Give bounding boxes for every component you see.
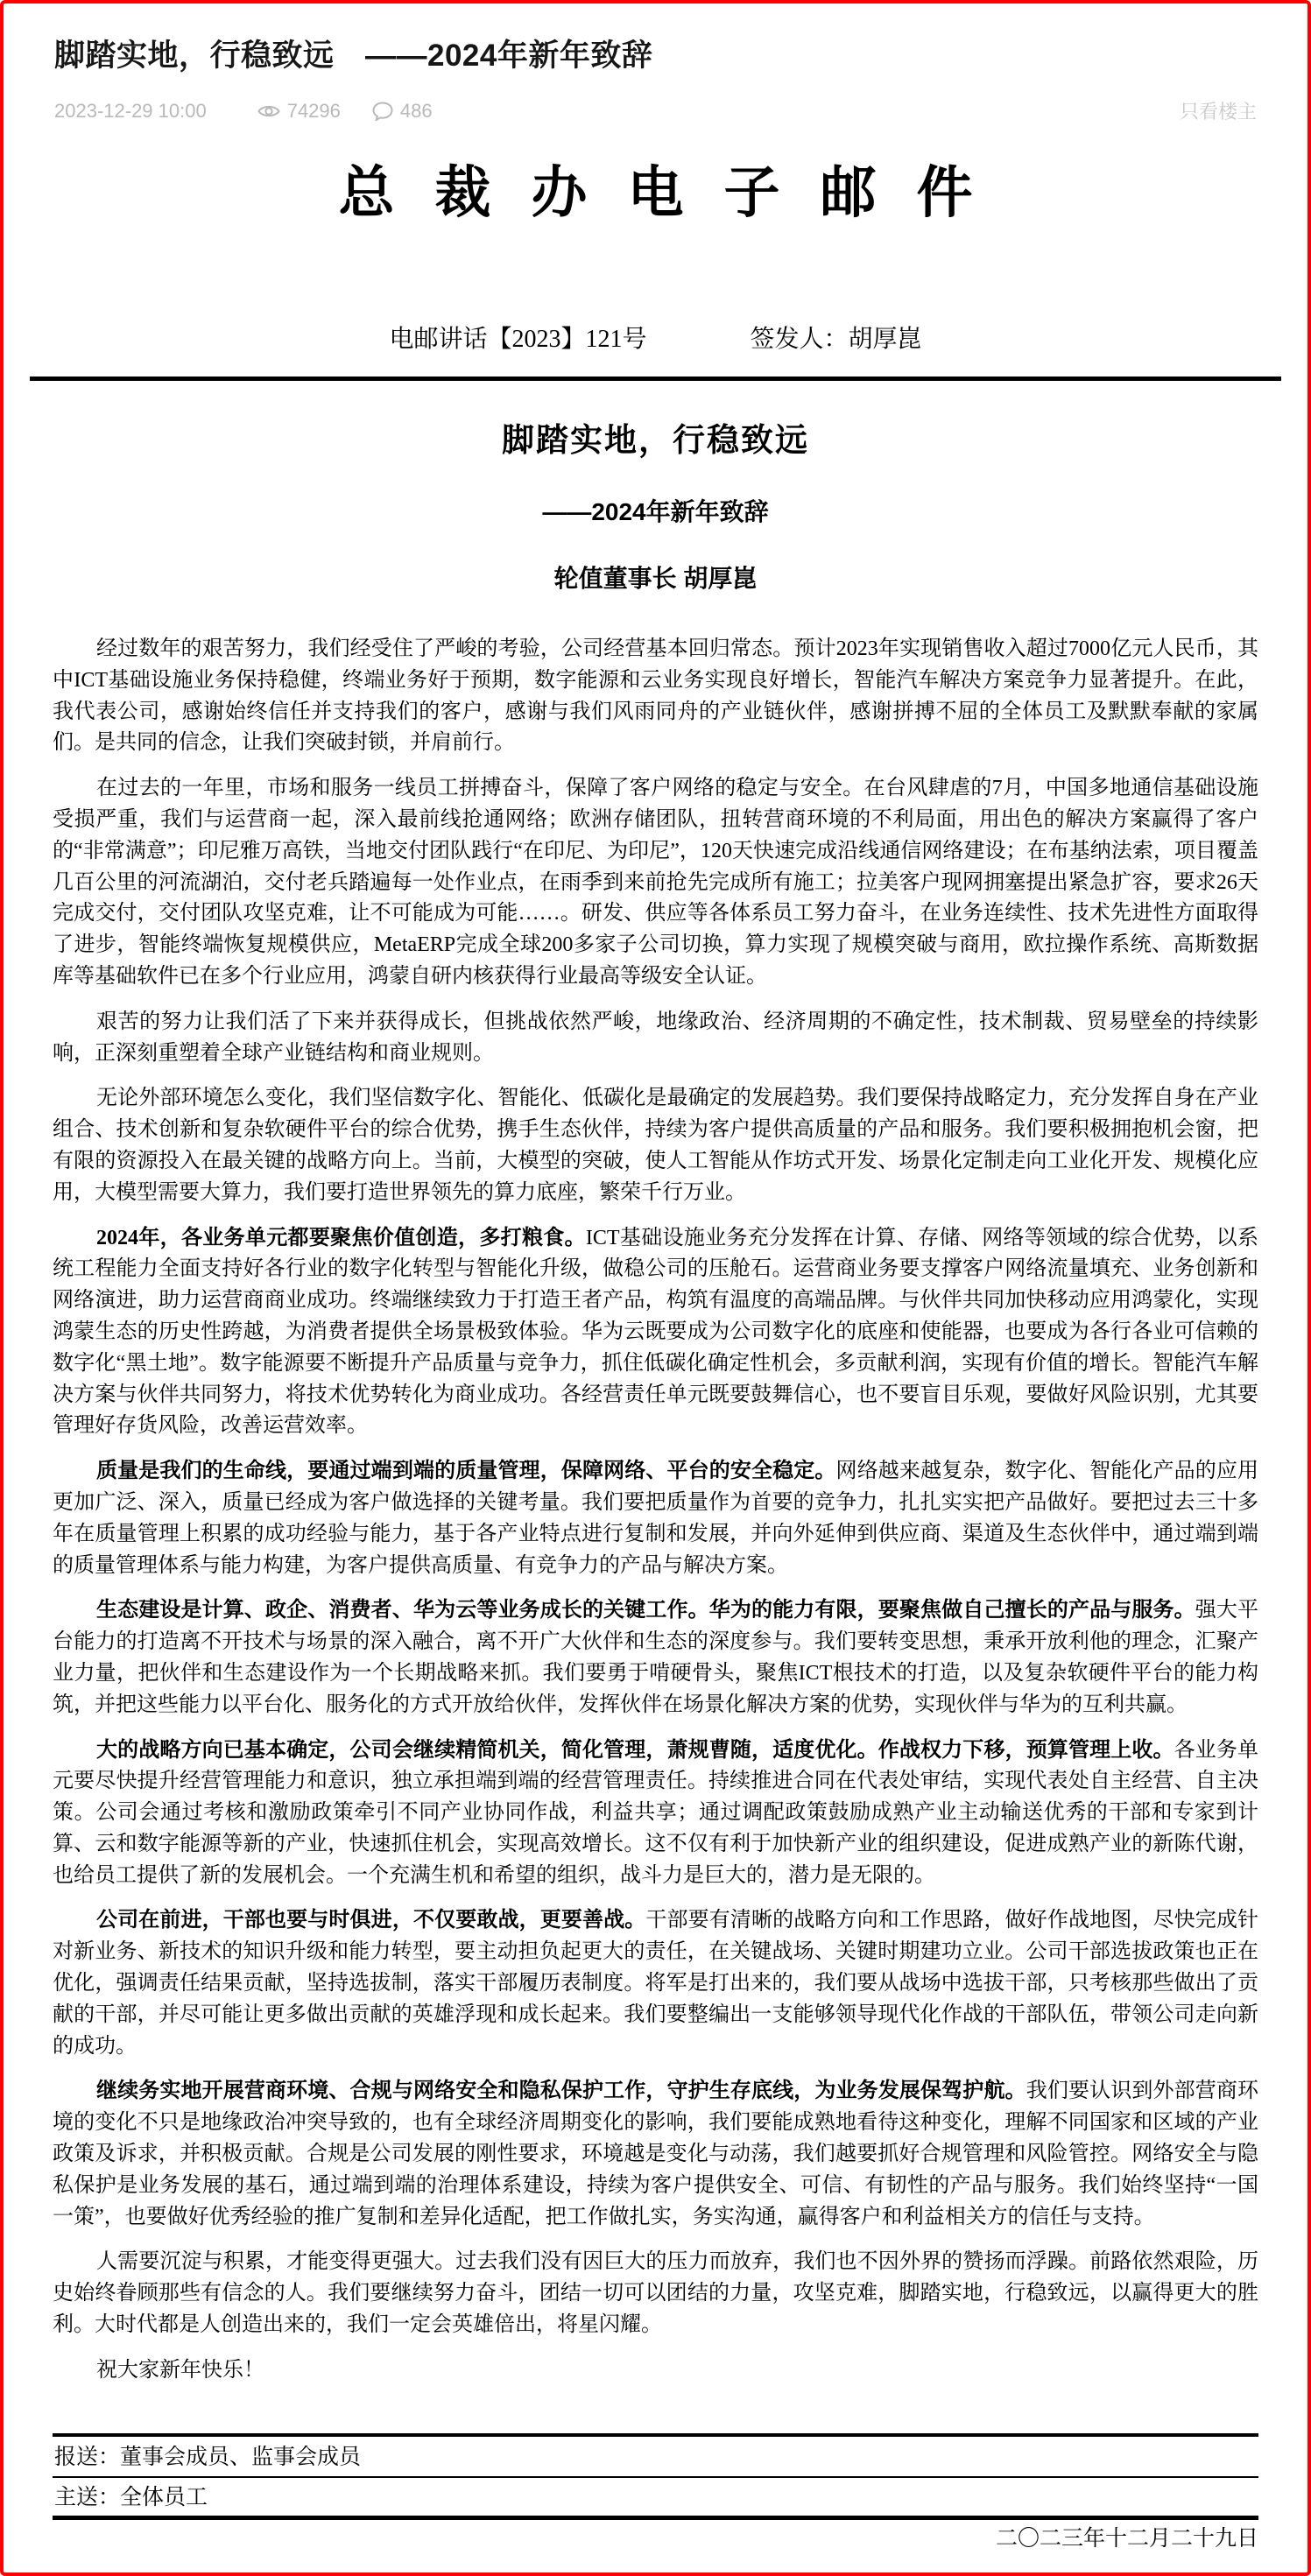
comment-count-stat: [372, 100, 433, 123]
paragraph-text: 祝大家新年快乐！: [96, 2358, 264, 2382]
eye-icon: [257, 102, 287, 120]
paragraph-text: 人需要沉淀与积累，才能变得更强大。过去我们没有因巨大的压力而放弃，我们也不因外界的赞扬而浮躁。前路依然艰险，历史始终眷顾那些有信念的人。我们要继续努力奋斗，团结一切可以团结的力量，攻坚克难，脚踏实地，行稳致远，以赢得更大的胜利。大时代都是人创造出来的，我们一定会英雄倍出，将星闪耀。: [53, 2250, 1258, 2337]
document-subtitle: ——2024年新年致辞: [542, 498, 769, 525]
header-divider: [30, 377, 1281, 381]
view-count-stat: [257, 100, 341, 123]
body-paragraph: [53, 1007, 1258, 1070]
only-author-button[interactable]: 只看楼主: [1179, 101, 1257, 123]
body-paragraph: [53, 1223, 1258, 1443]
paragraph-text: 我们要认识到外部营商环境的变化不只是地缘政治冲突导致的，也有全球经济周期变化的影响，我们要能成熟地看待这种变化，理解不同国家和区域的产业政策及诉求，并积极贡献。合规是公司发展的刚性要求，环境越是变化与动荡，我们越要抓好合规管理和风险管控。网络安全与隐私保护是业务发展的基石，通过端到端的治理体系建设，持续为客户提供安全、可信、有韧性的产品与服务。我们始终坚持“一国一策”，也要做好优秀经验的推广复制和差异化适配，把工作做扎实，务实沟通，赢得客户和利益相关方的信任与支持。: [53, 2080, 1258, 2228]
paragraph-text: 艰苦的努力让我们活了下来并获得成长，但挑战依然严峻，地缘政治、经济周期的不确定性，技术制裁、贸易壁垒的持续影响，正深刻重塑着全球产业链结构和商业规则。: [53, 1010, 1258, 1065]
document-number: 电邮讲话【2023】121号: [389, 326, 647, 353]
paragraph-lead: 继续务实地开展营商环境、合规与网络安全和隐私保护工作，守护生存底线，为业务发展保驾护航。: [96, 2080, 1026, 2103]
paragraph-text: 干部要有清晰的战略方向和工作思路，做好作战地图，尽快完成针对新业务、新技术的知识升级和能力转型，要主动担负起更大的责任，在关键战场、关键时期建功立业。公司干部选拔政策也正在优化，强调责任结果贡献，坚持选拔制，落实干部履历表制度。将军是打出来的，我们要从战场中选拔干部，只考核那些做出了贡献的干部，并尽可能让更多做出贡献的英雄浮现和成长起来。我们要整编出一支能够领导现代化作战的干部队伍，带领公司走向新的成功。: [53, 1909, 1259, 2058]
masthead-wrap: [4, 161, 1307, 224]
document: [4, 161, 1307, 2551]
paragraph-lead: 大的战略方向已基本确定，公司会继续精简机关，简化管理，萧规曹随，适度优化。作战权力下移，预算管理上收。: [96, 1738, 1174, 1762]
body-paragraph: [53, 1735, 1258, 1892]
paragraph-text: 强大平台能力的打造离不开技术与场景的深入融合，离不开广大伙伴和生态的深度参与。我们要转变思想，秉承开放利他的理念，汇聚产业力量，把伙伴和生态建设作为一个长期战略来抓。我们要勇于啃硬骨头，聚焦ICT根技术的打造，以及复杂软硬件平台的能力构筑，并把这些能力以平台化、服务化的方式开放给伙伴，发挥伙伴在场景化解决方案的优势，实现伙伴与华为的互利共赢。: [53, 1599, 1259, 1716]
report-to-row: 报送：董事会成员、监事会成员: [53, 2437, 1258, 2478]
body-paragraph: [53, 1595, 1258, 1721]
paragraph-lead: 公司在前进，干部也要与时俱进，不仅要敢战，更要善战。: [96, 1909, 646, 1932]
send-to-row: 主送：全体员工: [53, 2478, 1258, 2520]
paragraph-text: 各业务单元要尽快提升经营管理能力和意识，独立承担端到端的经营管理责任。持续推进合同在代表处审结，实现代表处自主经营、自主决策。公司会通过考核和激励政策牵引不同产业协同作战，利益共享；通过调配政策鼓励成熟产业主动输送优秀的干部和专家到计算、云和数字能源等新的产业，快速抓住机会，实现高效增长。这不仅有利于加快新产业的组织建设，促进成熟产业的新陈代谢，也给员工提供了新的发展机会。一个充满生机和希望的组织，战斗力是巨大的，潜力是无限的。: [53, 1738, 1258, 1887]
post-title: 脚踏实地，行稳致远 ——2024年新年致辞: [54, 39, 653, 73]
document-title: 脚踏实地，行稳致远: [502, 422, 809, 458]
post-header: [4, 4, 1307, 124]
comment-count: 486: [399, 99, 433, 122]
paragraph-text: ICT基础设施业务充分发挥在计算、存储、网络等领域的综合优势，以系统工程能力全面支持好各行业的数字化转型与智能化升级，做稳公司的压舱石。运营商业务要支撑客户网络流量填充、业务创新和网络演进，助力运营商商业成功。终端继续致力于打造王者产品，构筑有温度的高端品牌。与伙伴共同加快移动应用鸿蒙化，实现鸿蒙生态的历史性跨越，为消费者提供全场景极致体验。华为云既要成为公司数字化的底座和使能器，也要成为各行各业可信赖的数字化“黑土地”。数字能源要不断提升产品质量与竞争力，抓住低碳化确定性机会，多贡献利润，实现有价值的增长。智能汽车解决方案与伙伴共同努力，将技术优势转化为商业成功。各经营责任单元既要鼓舞信心，也不要盲目乐观，要做好风险识别，尤其要管理好存货风险，改善运营效率。: [53, 1226, 1258, 1438]
document-masthead: 总裁办电子邮件: [338, 161, 1013, 224]
document-footer: [53, 2433, 1258, 2550]
body-paragraph: [53, 2247, 1258, 2340]
post-date: 2023-12-29 10:00: [54, 99, 207, 122]
paragraph-lead: 2024年，各业务单元都要聚焦价值创造，多打粮食。: [96, 1226, 586, 1249]
paragraph-lead: 生态建设是计算、政企、消费者、华为云等业务成长的关键工作。华为的能力有限，要聚焦做自己擅长的产品与服务。: [96, 1599, 1195, 1622]
view-count: 74296: [286, 99, 341, 122]
paragraph-lead: 质量是我们的生命线，要通过端到端的质量管理，保障网络、平台的安全稳定。: [96, 1460, 836, 1483]
body-paragraph: [53, 1456, 1258, 1581]
body-paragraph: [53, 1083, 1258, 1208]
document-author: 轮值董事长 胡厚崑: [553, 565, 758, 592]
body-paragraph: [53, 634, 1258, 759]
document-meta-row: [4, 327, 1307, 352]
document-date: 二〇二三年十二月二十九日: [995, 2527, 1258, 2551]
body-paragraph: [53, 2355, 1258, 2387]
body-paragraph: [53, 1905, 1258, 2062]
paragraph-text: 在过去的一年里，市场和服务一线员工拼搏奋斗，保障了客户网络的稳定与安全。在台风肆虐的7月，中国多地通信基础设施受损严重，我们与运营商一起，深入最前线抢通网络；欧洲存储团队，扭转营商环境的不利局面，用出色的解决方案赢得了客户的“非常满意”；印尼雅万高铁，当地交付团队践行“在印尼、为印尼”，120天快速完成沿线通信网络建设；在布基纳法索，项目覆盖几百公里的河流湖泊，交付老兵踏遍每一处作业点，在雨季到来前抢先完成所有施工；拉美客户现网拥塞提出紧急扩容，要求26天完成交付，交付团队攻坚克难，让不可能成为可能……。研发、供应等各体系员工努力奋斗，在业务连续性、技术先进性方面取得了进步，智能终端恢复规模供应，MetaERP完成全球200多家子公司切换，算力实现了规模突破与商用，欧拉操作系统、高斯数据库等基础软件已在多个行业应用，鸿蒙自研内核获得行业最高等级安全认证。: [53, 777, 1258, 988]
document-body: [53, 634, 1258, 2387]
body-paragraph: [53, 773, 1258, 993]
body-paragraph: [53, 2076, 1258, 2233]
paragraph-text: 网络越来越复杂，数字化、智能化产品的应用更加广泛、深入，质量已经成为客户做选择的关键考量。我们要把质量作为首要的竞争力，扎扎实实把产品做好。要把过去三十多年在质量管理上积累的成功经验与能力，基于各产业特点进行复制和发展，并向外延伸到供应商、渠道及生态伙伴中，通过端到端的质量管理体系与能力构建，为客户提供高质量、有竞争力的产品与解决方案。: [53, 1460, 1259, 1577]
paragraph-text: 无论外部环境怎么变化，我们坚信数字化、智能化、低碳化是最确定的发展趋势。我们要保持战略定力，充分发挥自身在产业组合、技术创新和复杂软硬件平台的综合优势，携手生态伙伴，持续为客户提供高质量的产品和服务。我们要积极拥抱机会窗，把有限的资源投入在最关键的战略方向上。当前，大模型的突破，使人工智能从作坊式开发、场景化定制走向工业化开发、规模化应用，大模型需要大算力，我们要打造世界领先的算力底座，繁荣千行万业。: [53, 1087, 1258, 1204]
document-signer: 签发人：胡厚崑: [750, 326, 922, 353]
post-meta-row: [54, 97, 1257, 124]
paragraph-text: 经过数年的艰苦努力，我们经受住了严峻的考验，公司经营基本回归常态。预计2023年实现销售收入超过7000亿元人民币，其中ICT基础设施业务保持稳健，终端业务好于预期，数字能源和云业务实现良好增长，智能汽车解决方案竞争力显著提升。在此，我代表公司，感谢始终信任并支持我们的客户，感谢与我们风雨同舟的产业链伙伴，感谢拼搏不屈的全体员工及默默奉献的家属们。是共同的信念，让我们突破封锁，并肩前行。: [53, 637, 1258, 755]
comment-bubble-icon: [372, 102, 400, 121]
